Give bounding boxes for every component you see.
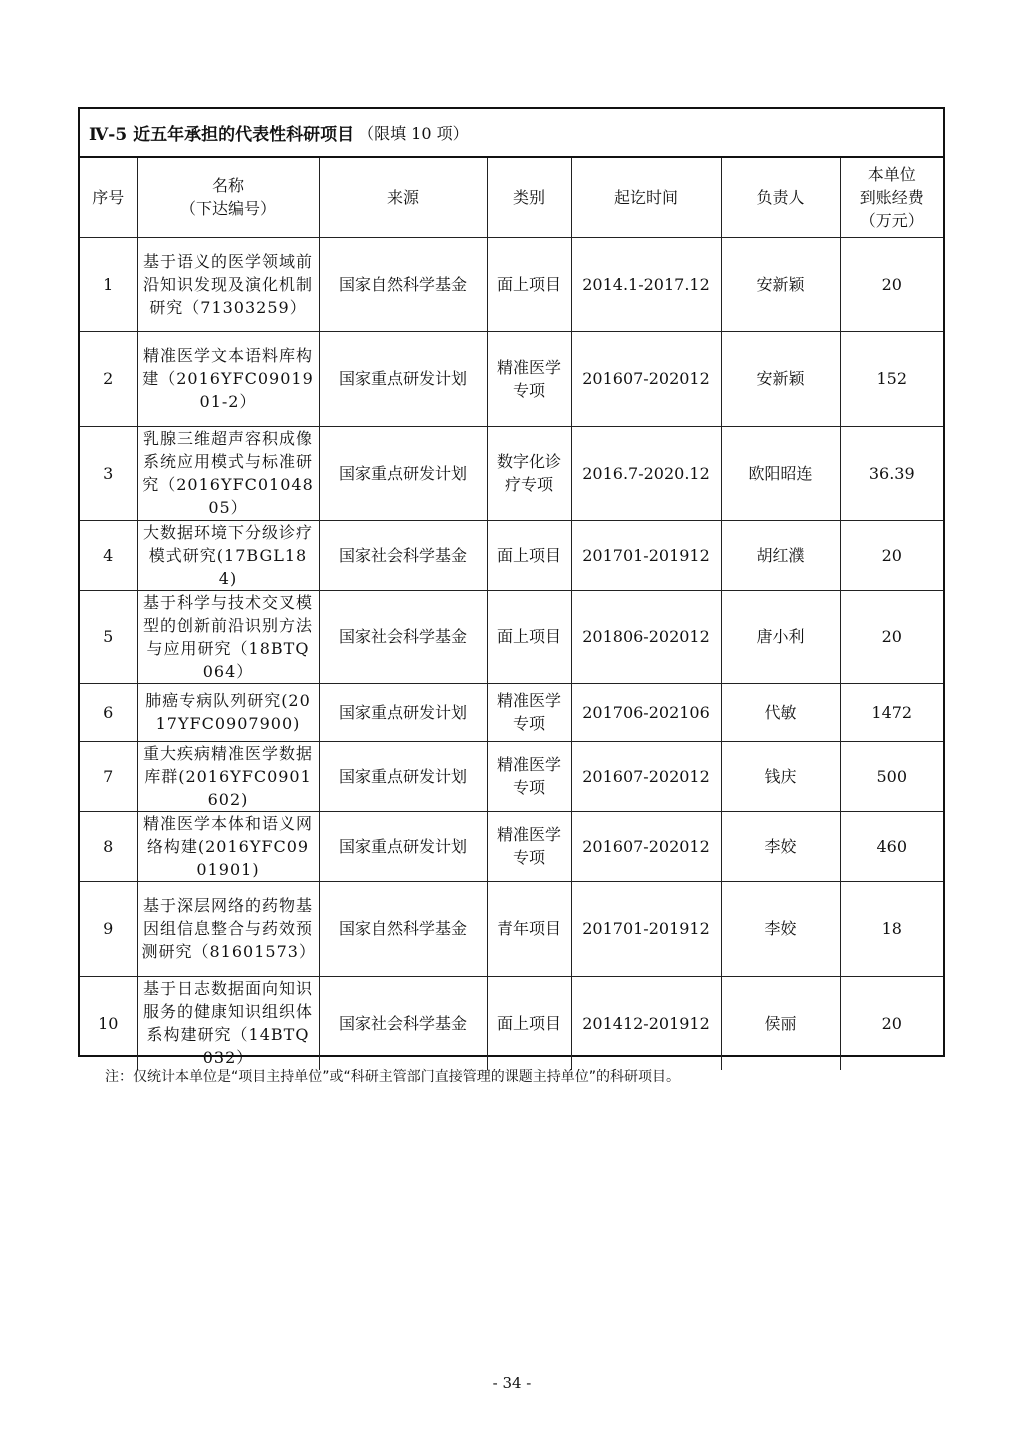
table-row (80, 331, 943, 426)
header-leader: 负责人 (721, 158, 840, 237)
row-category: 数字化诊疗专项 (487, 426, 571, 520)
row-source: 国家社会科学基金 (319, 590, 487, 683)
header-period: 起讫时间 (571, 158, 721, 237)
row-period: 201701-201912 (571, 881, 721, 976)
row-leader: 欧阳昭连 (721, 426, 840, 520)
row-category: 精准医学专项 (487, 741, 571, 811)
row-period: 2014.1-2017.12 (571, 237, 721, 331)
row-period: 201607-202012 (571, 741, 721, 811)
table-footnote: 注：仅统计本单位是“项目主持单位”或“科研主管部门直接管理的课题主持单位”的科研项目。 (105, 1069, 681, 1085)
row-category: 精准医学专项 (487, 683, 571, 741)
header-name-line1: 名称 (211, 176, 244, 196)
row-no: 7 (80, 741, 137, 811)
row-funding: 460 (840, 811, 943, 881)
row-name: 精准医学本体和语义网络构建(2016YFC0901901) (137, 811, 319, 881)
row-name: 精准医学文本语料库构建（2016YFC0901901-2） (137, 331, 319, 426)
row-name: 基于深层网络的药物基因组信息整合与药效预测研究（81601573） (137, 881, 319, 976)
row-leader: 胡红濮 (721, 520, 840, 590)
row-no: 5 (80, 590, 137, 683)
row-category: 面上项目 (487, 590, 571, 683)
section-title-main: Ⅳ-5 近五年承担的代表性科研项目 (89, 125, 355, 145)
table-row (80, 520, 943, 590)
table-row (80, 426, 943, 520)
row-no: 6 (80, 683, 137, 741)
table-header-row (80, 158, 943, 237)
row-period: 201806-202012 (571, 590, 721, 683)
row-source: 国家自然科学基金 (319, 237, 487, 331)
table-row (80, 811, 943, 881)
page-number: - 34 - (492, 1374, 532, 1392)
row-source: 国家社会科学基金 (319, 976, 487, 1070)
row-source: 国家自然科学基金 (319, 881, 487, 976)
row-funding: 18 (840, 881, 943, 976)
row-period: 201706-202106 (571, 683, 721, 741)
row-source: 国家重点研发计划 (319, 683, 487, 741)
row-funding: 36.39 (840, 426, 943, 520)
header-funding-line3: （万元） (859, 210, 924, 230)
row-name: 肺癌专病队列研究(2017YFC0907900) (137, 683, 319, 741)
header-funding-line1: 本单位 (867, 164, 916, 184)
row-source: 国家社会科学基金 (319, 520, 487, 590)
row-category: 青年项目 (487, 881, 571, 976)
row-leader: 唐小利 (721, 590, 840, 683)
row-funding: 20 (840, 590, 943, 683)
header-source: 来源 (319, 158, 487, 237)
row-no: 1 (80, 237, 137, 331)
row-name: 基于日志数据面向知识服务的健康知识组织体系构建研究（14BTQ032） (137, 976, 319, 1070)
header-name (137, 158, 319, 237)
row-leader: 代敏 (721, 683, 840, 741)
projects-table-frame (78, 107, 945, 1068)
row-name: 基于科学与技术交叉模型的创新前沿识别方法与应用研究（18BTQ064） (137, 590, 319, 683)
row-funding: 500 (840, 741, 943, 811)
row-source: 国家重点研发计划 (319, 426, 487, 520)
table-row (80, 976, 943, 1070)
row-funding: 20 (840, 520, 943, 590)
row-source: 国家重点研发计划 (319, 811, 487, 881)
row-leader: 李姣 (721, 811, 840, 881)
row-leader: 安新颖 (721, 331, 840, 426)
section-title-note: （限填 10 项） (358, 124, 469, 143)
table-row (80, 237, 943, 331)
header-name-line2: （下达编号） (179, 199, 276, 219)
row-period: 201607-202012 (571, 811, 721, 881)
row-no: 8 (80, 811, 137, 881)
row-category: 面上项目 (487, 520, 571, 590)
row-period: 201607-202012 (571, 331, 721, 426)
table-row (80, 741, 943, 811)
row-no: 9 (80, 881, 137, 976)
header-category: 类别 (487, 158, 571, 237)
header-no: 序号 (80, 158, 137, 237)
table-row (80, 683, 943, 741)
row-period: 2016.7-2020.12 (571, 426, 721, 520)
header-funding (840, 158, 943, 237)
row-category: 精准医学专项 (487, 811, 571, 881)
row-name: 大数据环境下分级诊疗模式研究(17BGL184) (137, 520, 319, 590)
section-title (80, 109, 943, 158)
row-period: 201412-201912 (571, 976, 721, 1070)
row-funding: 152 (840, 331, 943, 426)
row-name: 基于语义的医学领域前沿知识发现及演化机制研究（71303259） (137, 237, 319, 331)
row-leader: 侯丽 (721, 976, 840, 1070)
row-category: 面上项目 (487, 976, 571, 1070)
row-source: 国家重点研发计划 (319, 331, 487, 426)
row-no: 10 (80, 976, 137, 1070)
row-name: 乳腺三维超声容积成像系统应用模式与标准研究（2016YFC0104805） (137, 426, 319, 520)
row-no: 4 (80, 520, 137, 590)
table-row (80, 590, 943, 683)
row-leader: 安新颖 (721, 237, 840, 331)
row-leader: 李姣 (721, 881, 840, 976)
row-category: 精准医学专项 (487, 331, 571, 426)
row-funding: 20 (840, 237, 943, 331)
row-name: 重大疾病精准医学数据库群(2016YFC0901602) (137, 741, 319, 811)
row-no: 2 (80, 331, 137, 426)
table-row (80, 881, 943, 976)
row-leader: 钱庆 (721, 741, 840, 811)
row-source: 国家重点研发计划 (319, 741, 487, 811)
row-funding: 1472 (840, 683, 943, 741)
row-period: 201701-201912 (571, 520, 721, 590)
projects-table (80, 158, 943, 1070)
row-no: 3 (80, 426, 137, 520)
header-funding-line2: 到账经费 (859, 187, 924, 207)
row-category: 面上项目 (487, 237, 571, 331)
row-funding: 20 (840, 976, 943, 1070)
